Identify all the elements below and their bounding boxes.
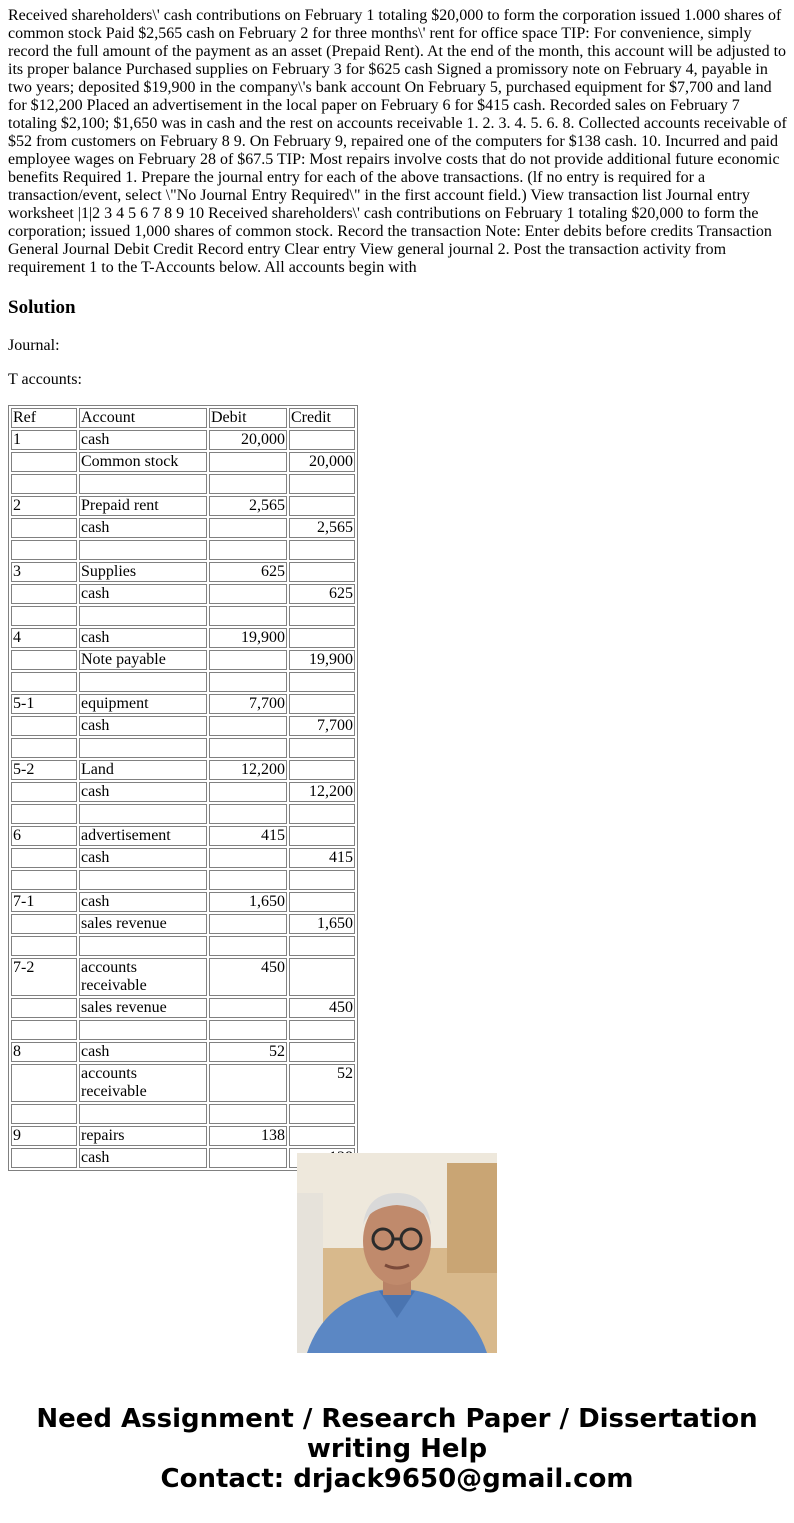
table-cell-account: [79, 804, 207, 824]
footer-line-2: writing Help: [306, 1434, 488, 1464]
table-cell-debit: [209, 936, 287, 956]
journal-table: [8, 405, 358, 1171]
table-cell-ref: [11, 1148, 77, 1168]
table-cell-ref: [11, 452, 77, 472]
table-cell-ref: [11, 518, 77, 538]
table-cell-debit: [209, 716, 287, 736]
table-cell-account: [79, 1104, 207, 1124]
table-cell-credit: [289, 738, 355, 758]
table-cell-account: Supplies: [79, 562, 207, 582]
table-cell-debit: 415: [209, 826, 287, 846]
table-row: [11, 738, 355, 758]
table-cell-credit: [289, 826, 355, 846]
table-cell-ref: 8: [11, 1042, 77, 1062]
table-cell-ref: [11, 848, 77, 868]
table-cell-ref: [11, 650, 77, 670]
table-cell-ref: [11, 606, 77, 626]
table-cell-debit: [209, 606, 287, 626]
table-row: [11, 694, 355, 714]
table-cell-ref: [11, 936, 77, 956]
table-cell-credit: 19,900: [289, 650, 355, 670]
table-cell-account: Note payable: [79, 650, 207, 670]
table-cell-debit: 450: [209, 958, 287, 996]
table-cell-credit: 52: [289, 1064, 355, 1102]
table-row: [11, 1126, 355, 1146]
table-cell-debit: 7,700: [209, 694, 287, 714]
table-row: [11, 782, 355, 802]
table-cell-credit: 20,000: [289, 452, 355, 472]
table-cell-ref: [11, 782, 77, 802]
table-cell-credit: [289, 628, 355, 648]
table-header-row: [11, 408, 355, 428]
table-row: [11, 870, 355, 890]
table-row: [11, 1104, 355, 1124]
table-cell-debit: 138: [209, 1126, 287, 1146]
table-row: [11, 998, 355, 1018]
table-cell-credit: [289, 562, 355, 582]
table-cell-credit: [289, 496, 355, 516]
table-cell-debit: [209, 672, 287, 692]
footer-promo: [0, 1404, 794, 1494]
table-cell-account: [79, 936, 207, 956]
table-cell-ref: 1: [11, 430, 77, 450]
table-row: [11, 474, 355, 494]
table-cell-ref: [11, 584, 77, 604]
question-text: Received shareholders\' cash contributions on February 1 totaling $20,000 to form the corporation issued 1.000 shares of common stock Paid $2,565 cash on February 2 for three months\' rent for office space TIP: For convenience, simply record the full amount of the payment as an asset (Prepaid Rent). At the end of the month, this account will be adjusted to its proper balance Purchased supplies on February 3 for $625 cash Signed a promissory note on February 4, payable in two years; deposited $19,900 in the company\'s bank account On February 5, purchased equipment for $7,700 and land for $12,200 Placed an advertisement in the local paper on February 6 for $415 cash. Recorded sales on February 7 totaling $2,100; $1,650 was in cash and the rest on accounts receivable 1. 2. 3. 4. 5. 6. 8. Collected accounts receivable of $52 from customers on February 8 9. On February 9, repaired one of the computers for $138 cash. 10. Incurred and paid employee wages on February 28 of $67.5 TIP: Most repairs involve costs that do not provide additional future economic benefits Required 1. Prepare the journal entry for each of the above transactions. (lf no entry is required for a transaction/event, select \"No Journal Entry Required\" in the first account field.) View transaction list Journal entry worksheet |1|2 3 4 5 6 7 8 9 10 Received shareholders\' cash contributions on February 1 totaling $20,000 to form the corporation; issued 1,000 shares of common stock. Record the transaction Note: Enter debits before credits Transaction General Journal Debit Credit Record entry Clear entry View general journal 2. Post the transaction activity from requirement 1 to the T-Accounts below. All accounts begin with: [8, 7, 787, 276]
table-cell-credit: [289, 474, 355, 494]
table-cell-account: Land: [79, 760, 207, 780]
table-row: [11, 826, 355, 846]
table-row: [11, 848, 355, 868]
table-cell-debit: [209, 540, 287, 560]
table-cell-credit: [289, 1042, 355, 1062]
table-cell-credit: [289, 1126, 355, 1146]
table-cell-account: sales revenue: [79, 914, 207, 934]
table-cell-debit: 52: [209, 1042, 287, 1062]
table-cell-account: accounts receivable: [79, 1064, 207, 1102]
table-cell-credit: [289, 958, 355, 996]
table-cell-ref: [11, 804, 77, 824]
table-cell-account: [79, 738, 207, 758]
table-cell-credit: 450: [289, 998, 355, 1018]
table-row: [11, 892, 355, 912]
table-cell-debit: [209, 782, 287, 802]
table-cell-ref: [11, 738, 77, 758]
table-cell-credit: [289, 892, 355, 912]
table-cell-account: cash: [79, 430, 207, 450]
table-cell-account: sales revenue: [79, 998, 207, 1018]
table-cell-debit: 19,900: [209, 628, 287, 648]
table-cell-ref: [11, 1104, 77, 1124]
table-cell-ref: [11, 914, 77, 934]
table-cell-ref: [11, 540, 77, 560]
table-row: [11, 650, 355, 670]
table-cell-account: cash: [79, 518, 207, 538]
footer-line-1: Need Assignment / Research Paper / Dissertation: [36, 1404, 758, 1434]
table-row: [11, 496, 355, 516]
table-cell-account: cash: [79, 716, 207, 736]
table-cell-debit: [209, 650, 287, 670]
table-cell-credit: [289, 672, 355, 692]
table-cell-ref: 7-1: [11, 892, 77, 912]
table-cell-account: [79, 870, 207, 890]
table-cell-credit: 2,565: [289, 518, 355, 538]
table-cell-credit: [289, 936, 355, 956]
table-cell-account: cash: [79, 584, 207, 604]
table-row: [11, 1020, 355, 1040]
table-row: [11, 1042, 355, 1062]
table-cell-debit: [209, 518, 287, 538]
table-cell-debit: [209, 914, 287, 934]
table-cell-debit: 625: [209, 562, 287, 582]
table-cell-credit: [289, 694, 355, 714]
table-cell-account: cash: [79, 628, 207, 648]
table-cell-credit: [289, 606, 355, 626]
table-cell-ref: 5-2: [11, 760, 77, 780]
table-cell-debit: 20,000: [209, 430, 287, 450]
table-body: [11, 430, 355, 1168]
table-cell-account: [79, 672, 207, 692]
table-cell-credit: 415: [289, 848, 355, 868]
table-cell-credit: 1,650: [289, 914, 355, 934]
table-cell-account: Common stock: [79, 452, 207, 472]
table-cell-ref: [11, 870, 77, 890]
table-cell-ref: 3: [11, 562, 77, 582]
table-cell-debit: 1,650: [209, 892, 287, 912]
table-cell-debit: [209, 452, 287, 472]
table-row: [11, 936, 355, 956]
table-cell-credit: [289, 540, 355, 560]
table-cell-credit: [289, 1104, 355, 1124]
table-cell-ref: 4: [11, 628, 77, 648]
table-cell-debit: [209, 738, 287, 758]
table-cell-account: Prepaid rent: [79, 496, 207, 516]
table-row: [11, 628, 355, 648]
table-cell-credit: 625: [289, 584, 355, 604]
table-cell-account: [79, 1020, 207, 1040]
table-cell-debit: [209, 848, 287, 868]
table-cell-account: cash: [79, 1148, 207, 1168]
table-cell-account: advertisement: [79, 826, 207, 846]
journal-label: Journal:: [8, 337, 60, 354]
t-accounts-label: T accounts:: [8, 371, 82, 388]
table-cell-account: equipment: [79, 694, 207, 714]
table-cell-debit: [209, 870, 287, 890]
table-cell-ref: 9: [11, 1126, 77, 1146]
header-account: Account: [79, 408, 207, 428]
journal-table-container: [8, 405, 358, 1166]
table-cell-credit: [289, 870, 355, 890]
table-cell-debit: [209, 584, 287, 604]
table-cell-account: [79, 606, 207, 626]
author-avatar: [297, 1153, 497, 1353]
table-cell-debit: [209, 1148, 287, 1168]
table-row: [11, 672, 355, 692]
table-cell-credit: 12,200: [289, 782, 355, 802]
table-row: [11, 804, 355, 824]
header-credit: Credit: [289, 408, 355, 428]
table-row: [11, 958, 355, 996]
table-cell-account: [79, 540, 207, 560]
table-cell-ref: 2: [11, 496, 77, 516]
table-cell-debit: [209, 474, 287, 494]
table-row: [11, 518, 355, 538]
table-cell-debit: 12,200: [209, 760, 287, 780]
table-cell-ref: [11, 1064, 77, 1102]
table-cell-ref: [11, 672, 77, 692]
table-cell-credit: [289, 760, 355, 780]
table-cell-account: accounts receivable: [79, 958, 207, 996]
header-debit: Debit: [209, 408, 287, 428]
table-cell-credit: [289, 804, 355, 824]
table-row: [11, 760, 355, 780]
table-cell-account: cash: [79, 782, 207, 802]
table-cell-ref: [11, 474, 77, 494]
table-row: [11, 606, 355, 626]
table-cell-ref: [11, 998, 77, 1018]
table-row: [11, 716, 355, 736]
table-row: [11, 1064, 355, 1102]
table-cell-debit: [209, 804, 287, 824]
table-cell-ref: [11, 1020, 77, 1040]
table-cell-account: cash: [79, 892, 207, 912]
table-cell-credit: [289, 430, 355, 450]
table-row: [11, 540, 355, 560]
person-portrait-icon: [297, 1153, 497, 1353]
table-cell-credit: 7,700: [289, 716, 355, 736]
table-row: [11, 452, 355, 472]
table-cell-ref: 5-1: [11, 694, 77, 714]
table-cell-ref: [11, 716, 77, 736]
table-row: [11, 562, 355, 582]
table-cell-account: [79, 474, 207, 494]
table-cell-debit: [209, 1064, 287, 1102]
table-cell-debit: 2,565: [209, 496, 287, 516]
table-cell-account: repairs: [79, 1126, 207, 1146]
table-row: [11, 914, 355, 934]
table-row: [11, 430, 355, 450]
solution-heading: Solution: [8, 297, 76, 318]
table-cell-account: cash: [79, 1042, 207, 1062]
table-row: [11, 584, 355, 604]
table-cell-ref: 6: [11, 826, 77, 846]
table-cell-debit: [209, 998, 287, 1018]
table-cell-ref: 7-2: [11, 958, 77, 996]
table-cell-debit: [209, 1020, 287, 1040]
footer-line-3: Contact: drjack9650@gmail.com: [160, 1464, 634, 1494]
table-cell-account: cash: [79, 848, 207, 868]
table-cell-credit: [289, 1020, 355, 1040]
table-cell-debit: [209, 1104, 287, 1124]
header-ref: Ref: [11, 408, 77, 428]
